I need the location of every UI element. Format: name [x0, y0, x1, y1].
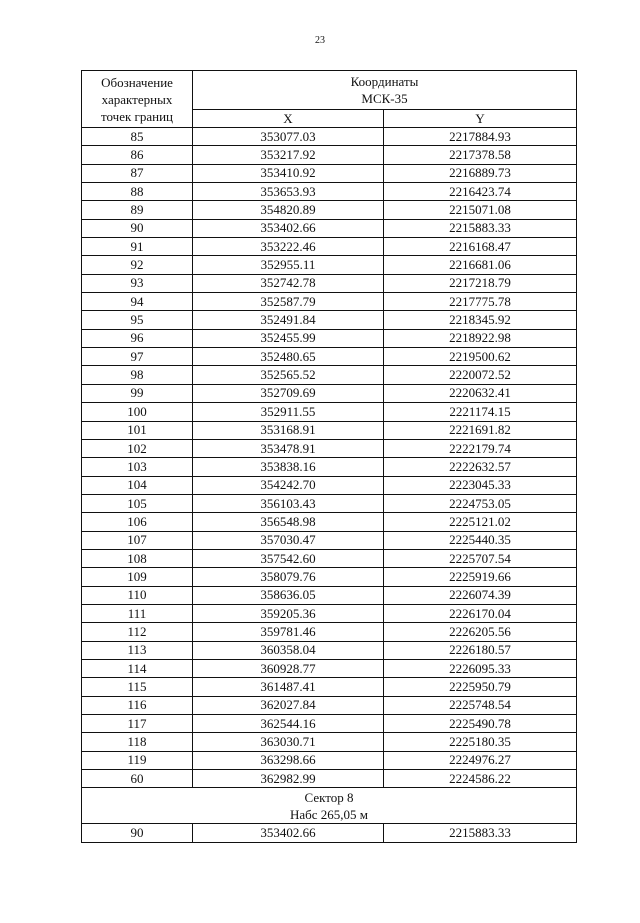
x-cell: 360928.77: [193, 659, 384, 677]
point-cell: 97: [82, 348, 193, 366]
x-cell: 353402.66: [193, 824, 384, 842]
table-row: [82, 403, 577, 421]
point-cell: 106: [82, 513, 193, 531]
table-body: [82, 128, 577, 843]
x-cell: 353077.03: [193, 128, 384, 146]
table-row: [82, 549, 577, 567]
designation-header-line: характерных: [101, 91, 173, 107]
point-cell: 85: [82, 128, 193, 146]
table-row: [82, 678, 577, 696]
coordinates-header-line: Координаты: [350, 74, 419, 89]
x-cell: 352455.99: [193, 329, 384, 347]
table-row: [82, 274, 577, 292]
point-cell: 111: [82, 604, 193, 622]
y-cell: 2225490.78: [384, 715, 577, 733]
x-cell: 353478.91: [193, 439, 384, 457]
y-cell: 2215071.08: [384, 201, 577, 219]
y-cell: 2216889.73: [384, 164, 577, 182]
point-cell: 116: [82, 696, 193, 714]
x-cell: 362982.99: [193, 770, 384, 788]
y-cell: 2216168.47: [384, 238, 577, 256]
table-row: [82, 183, 577, 201]
table-row: [82, 384, 577, 402]
table-row: [82, 494, 577, 512]
x-column-header: X: [193, 110, 384, 128]
point-cell: 117: [82, 715, 193, 733]
y-cell: 2226205.56: [384, 623, 577, 641]
point-cell: 109: [82, 568, 193, 586]
y-cell: 2219500.62: [384, 348, 577, 366]
point-cell: 99: [82, 384, 193, 402]
y-cell: 2215883.33: [384, 824, 577, 842]
y-cell: 2216423.74: [384, 183, 577, 201]
x-cell: 352955.11: [193, 256, 384, 274]
y-cell: 2225121.02: [384, 513, 577, 531]
table-row: [82, 623, 577, 641]
table-row: [82, 751, 577, 769]
table-row: [82, 219, 577, 237]
table-row: [82, 421, 577, 439]
x-cell: 358079.76: [193, 568, 384, 586]
table-row: [82, 366, 577, 384]
x-cell: 353653.93: [193, 183, 384, 201]
coordinates-header: [193, 71, 577, 110]
point-cell: 102: [82, 439, 193, 457]
x-cell: 359781.46: [193, 623, 384, 641]
point-cell: 114: [82, 659, 193, 677]
table-row: [82, 348, 577, 366]
x-cell: 357542.60: [193, 549, 384, 567]
y-cell: 2226170.04: [384, 604, 577, 622]
table-row: [82, 586, 577, 604]
table-row: [82, 201, 577, 219]
y-cell: 2222179.74: [384, 439, 577, 457]
table-row: [82, 604, 577, 622]
designation-header-line: точек границ: [100, 108, 174, 124]
point-cell: 113: [82, 641, 193, 659]
point-cell: 103: [82, 458, 193, 476]
x-cell: 362544.16: [193, 715, 384, 733]
point-cell: 91: [82, 238, 193, 256]
x-cell: 352911.55: [193, 403, 384, 421]
point-cell: 94: [82, 293, 193, 311]
y-cell: 2225919.66: [384, 568, 577, 586]
y-column-header: Y: [384, 110, 577, 128]
x-cell: 352491.84: [193, 311, 384, 329]
y-cell: 2218922.98: [384, 329, 577, 347]
x-cell: 353217.92: [193, 146, 384, 164]
point-cell: 86: [82, 146, 193, 164]
x-cell: 352709.69: [193, 384, 384, 402]
y-cell: 2225440.35: [384, 531, 577, 549]
y-cell: 2225950.79: [384, 678, 577, 696]
point-cell: 112: [82, 623, 193, 641]
table-row: [82, 641, 577, 659]
x-cell: 361487.41: [193, 678, 384, 696]
point-cell: 101: [82, 421, 193, 439]
y-cell: 2217378.58: [384, 146, 577, 164]
table-row: [82, 696, 577, 714]
y-cell: 2221691.82: [384, 421, 577, 439]
y-cell: 2224976.27: [384, 751, 577, 769]
table-header-row: [82, 71, 577, 110]
table-row: [82, 770, 577, 788]
x-cell: 358636.05: [193, 586, 384, 604]
sector-row: [82, 788, 577, 824]
point-cell: 108: [82, 549, 193, 567]
y-cell: 2215883.33: [384, 219, 577, 237]
x-cell: 352587.79: [193, 293, 384, 311]
table-row: [82, 659, 577, 677]
point-cell: 115: [82, 678, 193, 696]
table-row: [82, 733, 577, 751]
y-cell: 2220072.52: [384, 366, 577, 384]
point-cell: 100: [82, 403, 193, 421]
x-cell: 353168.91: [193, 421, 384, 439]
x-cell: 353838.16: [193, 458, 384, 476]
page-number: 23: [315, 35, 325, 46]
table-row: [82, 715, 577, 733]
point-cell: 88: [82, 183, 193, 201]
point-cell: 60: [82, 770, 193, 788]
x-cell: 363298.66: [193, 751, 384, 769]
y-cell: 2217775.78: [384, 293, 577, 311]
point-cell: 90: [82, 824, 193, 842]
x-cell: 363030.71: [193, 733, 384, 751]
sector-title: Сектор 8: [304, 789, 354, 805]
x-cell: 362027.84: [193, 696, 384, 714]
point-cell: 119: [82, 751, 193, 769]
y-cell: 2222632.57: [384, 458, 577, 476]
y-cell: 2226180.57: [384, 641, 577, 659]
x-cell: 360358.04: [193, 641, 384, 659]
coordinates-table: [81, 70, 577, 843]
point-cell: 110: [82, 586, 193, 604]
table-row: [82, 824, 577, 842]
y-cell: 2220632.41: [384, 384, 577, 402]
y-cell: 2217884.93: [384, 128, 577, 146]
point-cell: 92: [82, 256, 193, 274]
x-cell: 356548.98: [193, 513, 384, 531]
table-row: [82, 458, 577, 476]
x-cell: 359205.36: [193, 604, 384, 622]
table-row: [82, 531, 577, 549]
table-row: [82, 164, 577, 182]
y-cell: 2216681.06: [384, 256, 577, 274]
designation-header-line: Обозначение: [101, 74, 173, 90]
x-cell: 353402.66: [193, 219, 384, 237]
designation-header: [82, 71, 193, 128]
x-cell: 352480.65: [193, 348, 384, 366]
y-cell: 2226074.39: [384, 586, 577, 604]
y-cell: 2225748.54: [384, 696, 577, 714]
point-cell: 90: [82, 219, 193, 237]
y-cell: 2225707.54: [384, 549, 577, 567]
x-cell: 353222.46: [193, 238, 384, 256]
x-cell: 356103.43: [193, 494, 384, 512]
table-row: [82, 439, 577, 457]
table-row: [82, 311, 577, 329]
table-row: [82, 513, 577, 531]
x-cell: 354242.70: [193, 476, 384, 494]
x-cell: 353410.92: [193, 164, 384, 182]
table-row: [82, 256, 577, 274]
table-row: [82, 238, 577, 256]
table-row: [82, 568, 577, 586]
y-cell: 2224753.05: [384, 494, 577, 512]
y-cell: 2218345.92: [384, 311, 577, 329]
x-cell: 352742.78: [193, 274, 384, 292]
sector-cell: [82, 788, 577, 824]
point-cell: 98: [82, 366, 193, 384]
point-cell: 105: [82, 494, 193, 512]
point-cell: 87: [82, 164, 193, 182]
point-cell: 95: [82, 311, 193, 329]
y-cell: 2223045.33: [384, 476, 577, 494]
y-cell: 2217218.79: [384, 274, 577, 292]
table-row: [82, 476, 577, 494]
x-cell: 357030.47: [193, 531, 384, 549]
point-cell: 93: [82, 274, 193, 292]
y-cell: 2225180.35: [384, 733, 577, 751]
coordinates-header-line: МСК-35: [361, 91, 408, 106]
y-cell: 2224586.22: [384, 770, 577, 788]
point-cell: 96: [82, 329, 193, 347]
y-cell: 2226095.33: [384, 659, 577, 677]
point-cell: 107: [82, 531, 193, 549]
table-row: [82, 329, 577, 347]
table-row: [82, 128, 577, 146]
table-row: [82, 146, 577, 164]
point-cell: 89: [82, 201, 193, 219]
point-cell: 104: [82, 476, 193, 494]
x-cell: 354820.89: [193, 201, 384, 219]
sector-subtitle: Набс 265,05 м: [289, 806, 369, 822]
x-cell: 352565.52: [193, 366, 384, 384]
point-cell: 118: [82, 733, 193, 751]
y-cell: 2221174.15: [384, 403, 577, 421]
table-row: [82, 293, 577, 311]
